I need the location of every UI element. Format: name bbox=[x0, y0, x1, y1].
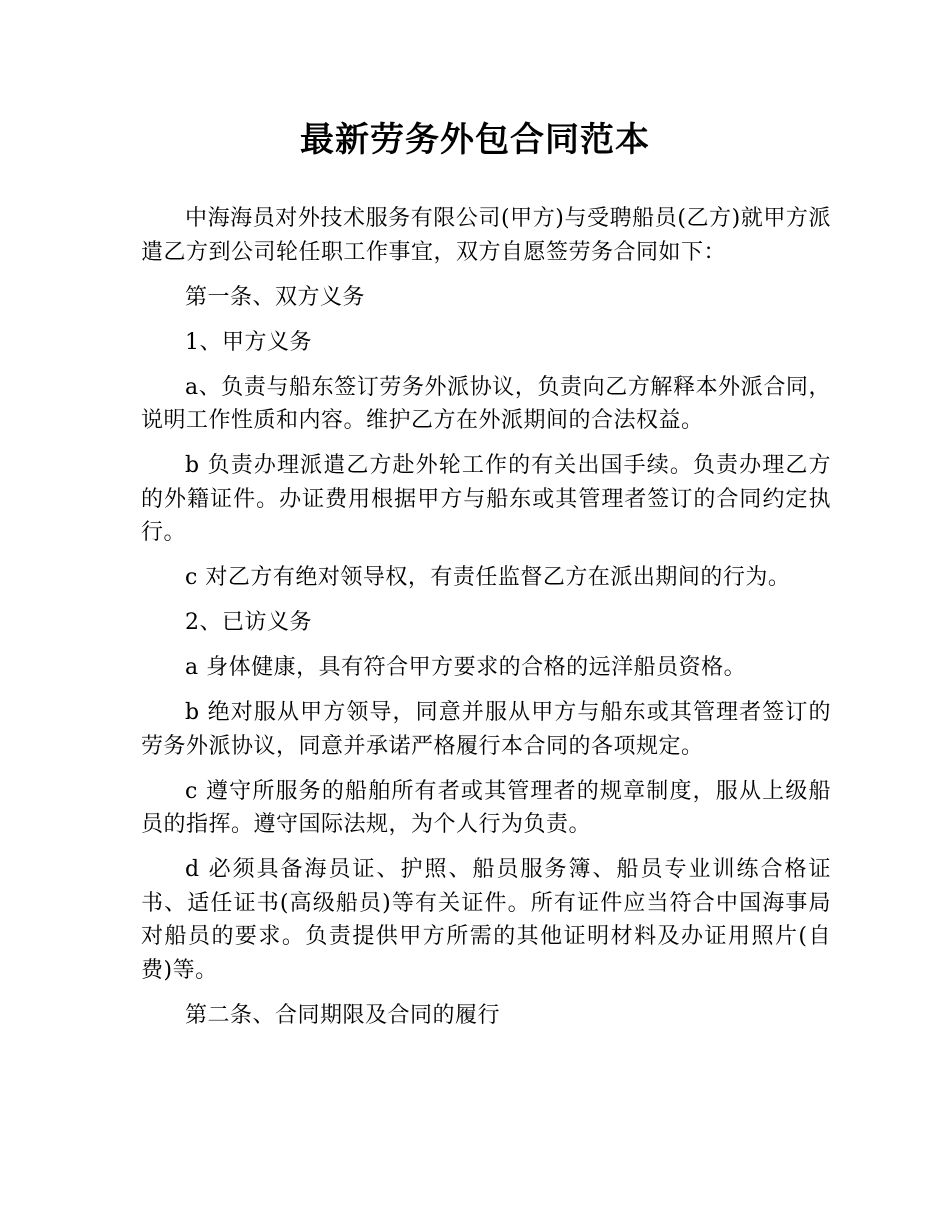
paragraph-party-b-duty-d: d 必须具备海员证、护照、船员服务簿、船员专业训练合格证书、适任证书(高级船员)等有关证件。所有证件应当符合中国海事局对船员的要求。负责提供甲方所需的其他证明材料及办证用照片(自费)等。 bbox=[141, 857, 832, 983]
paragraph-intro: 中海海员对外技术服务有限公司(甲方)与受聘船员(乙方)就甲方派遣乙方到公司轮任职工作事宜，双方自愿签劳务合同如下： bbox=[141, 206, 831, 265]
paragraph-article-2-heading: 第二条、合同期限及合同的履行 bbox=[185, 1002, 501, 1028]
paragraph-party-b-duty-b: b 绝对服从甲方领导，同意并服从甲方与船东或其管理者签订的劳务外派协议，同意并承诺严格履行本合同的各项规定。 bbox=[141, 700, 831, 759]
paragraph-article-1-heading: 第一条、双方义务 bbox=[185, 284, 366, 310]
document-body bbox=[141, 202, 831, 1044]
paragraph-party-b-duties-heading: 2、已访义务 bbox=[185, 610, 312, 635]
paragraph-party-a-duties-heading: 1、甲方义务 bbox=[185, 329, 312, 355]
paragraph-party-b-duty-c: c 遵守所服务的船舶所有者或其管理者的规章制度，服从上级船员的指挥。遵守国际法规，为个人行为负责。 bbox=[141, 778, 831, 837]
paragraph-party-a-duty-b: b 负责办理派遣乙方赴外轮工作的有关出国手续。负责办理乙方的外籍证件。办证费用根据甲方与船东或其管理者签订的合同约定执行。 bbox=[141, 453, 831, 545]
document-title: 最新劳务外包合同范本 bbox=[300, 120, 650, 160]
paragraph-party-a-duty-c: c 对乙方有绝对领导权，有责任监督乙方在派出期间的行为。 bbox=[185, 565, 791, 590]
paragraph-party-b-duty-a: a 身体健康，具有符合甲方要求的合格的远洋船员资格。 bbox=[185, 655, 747, 680]
paragraph-party-a-duty-a: a、负责与船东签订劳务外派协议，负责向乙方解释本外派合同，说明工作性质和内容。维护乙方在外派期间的合法权益。 bbox=[141, 374, 831, 433]
